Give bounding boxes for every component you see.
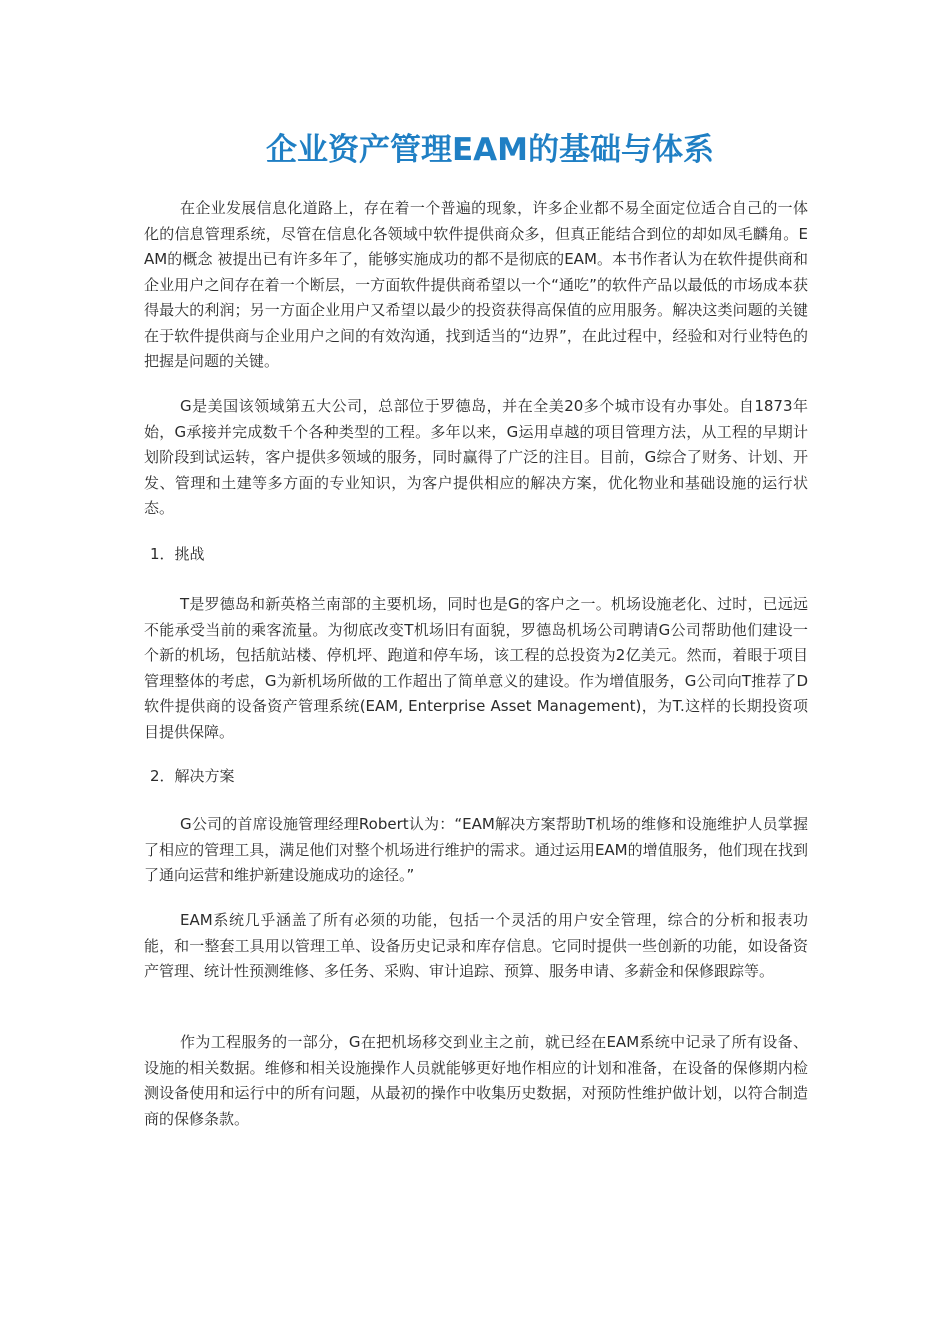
features-section <box>144 908 808 985</box>
company-section <box>144 394 808 522</box>
paragraph-challenge: T是罗德岛和新英格兰南部的主要机场，同时也是G的客户之一。机场设施老化、过时，已远远不能承受当前的乘客流量。为彻底改变T机场旧有面貌，罗德岛机场公司聘请G公司帮助他们建设一个新的机场，包括航站楼、停机坪、跑道和停车场，该工程的总投资为2亿美元。然而，着眼于项目管理整体的考虑，G为新机场所做的工作超出了简单意义的建设。作为增值服务，G公司向T推荐了D软件提供商的设备资产管理系统(EAM, Enterprise Asset Management)，为T.这样的长期投资项目提供保障。 <box>144 595 808 741</box>
paragraph-intro: 在企业发展信息化道路上，存在着一个普遍的现象，许多企业都不易全面定位适合自己的一体化的信息管理系统，尽管在信息化各领域中软件提供商众多，但真正能结合到位的却如凤毛麟角。EAM的概念 被提出已有许多年了，能够实施成功的都不是彻底的EAM。本书作者认为在软件提供商和企业用户之间存在着一个断层，一方面软件提供商希望以一个“通吃”的软件产品以最低的市场成本获得最大的利润；另一方面企业用户又希望以最少的投资获得高保值的应用服务。解决这类问题的关键在于软件提供商与企业用户之间的有效沟通，找到适当的“边界”，在此过程中，经验和对行业特色的把握是问题的关键。 <box>144 199 808 370</box>
challenge-section <box>144 592 808 745</box>
challenge-heading-wrapper <box>144 542 808 568</box>
quote-section <box>144 812 808 889</box>
handover-section <box>144 1030 808 1132</box>
paragraph-features: EAM系统几乎涵盖了所有必须的功能，包括一个灵活的用户安全管理，综合的分析和报表功能，和一整套工具用以管理工单、设备历史记录和库存信息。它同时提供一些创新的功能，如设备资产管理、统计性预测维修、多任务、采购、审计追踪、预算、服务申请、多薪金和保修跟踪等。 <box>144 911 808 980</box>
intro-section <box>144 196 808 375</box>
solution-heading-wrapper <box>144 764 808 790</box>
paragraph-quote: G公司的首席设施管理经理Robert认为：“EAM解决方案帮助T机场的维修和设施维护人员掌握了相应的管理工具，满足他们对整个机场进行维护的需求。通过运用EAM的增值服务，他们现在找到了通向运营和维护新建设施成功的途径。” <box>144 815 808 884</box>
heading-challenge: 1．挑战 <box>150 545 205 563</box>
paragraph-company: G是美国该领域第五大公司，总部位于罗德岛，并在全美20多个城市设有办事处。自1873年始，G承接并完成数千个各种类型的工程。多年以来，G运用卓越的项目管理方法，从工程的早期计划阶段到试运转，客户提供多领域的服务，同时赢得了广泛的注目。目前，G综合了财务、计划、开发、管理和土建等多方面的专业知识，为客户提供相应的解决方案，优化物业和基础设施的运行状态。 <box>144 397 808 517</box>
page-title: 企业资产管理EAM的基础与体系 <box>265 132 714 168</box>
heading-solution: 2．解决方案 <box>150 767 235 785</box>
paragraph-handover: 作为工程服务的一部分，G在把机场移交到业主之前，就已经在EAM系统中记录了所有设备、设施的相关数据。维修和相关设施操作人员就能够更好地作相应的计划和准备，在设备的保修期内检测设备使用和运行中的所有问题，从最初的操作中收集历史数据，对预防性维护做计划，以符合制造商的保修条款。 <box>144 1033 808 1128</box>
